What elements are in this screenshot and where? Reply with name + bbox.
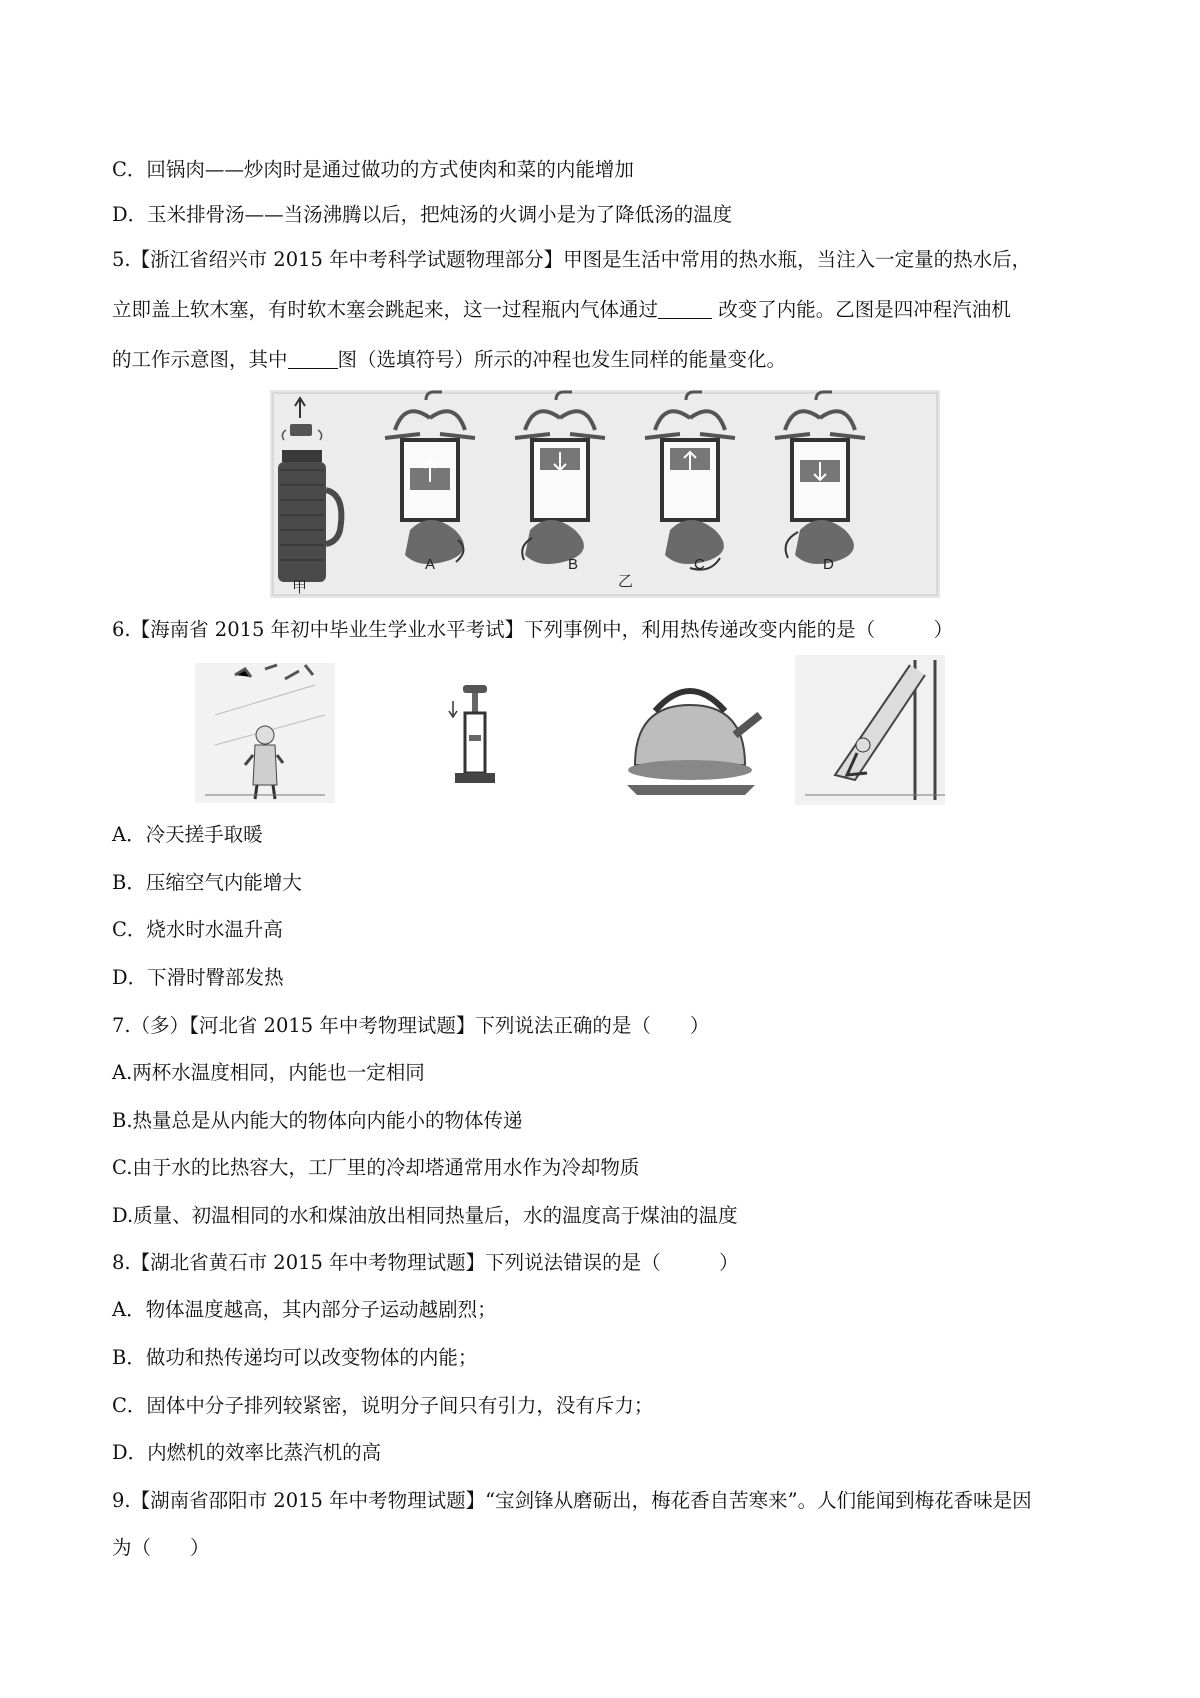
q6-option-a: A．冷天搓手取暖 [112, 823, 263, 846]
engine-label-c: C [694, 556, 705, 573]
q5-stem-line3-text-a: 的工作示意图，其中 [112, 348, 288, 371]
q7-option-c: C.由于水的比热容大，工厂里的冷却塔通常用水作为冷却物质 [112, 1156, 640, 1179]
q6-option-d: D．下滑时臀部发热 [112, 966, 284, 989]
q6-option-c: C．烧水时水温升高 [112, 918, 283, 941]
q8-option-d: D．内燃机的效率比蒸汽机的高 [112, 1441, 382, 1464]
slide-icon [795, 655, 945, 805]
q4-option-d: D．玉米排骨汤——当汤沸腾以后，把炖汤的火调小是为了降低汤的温度 [112, 203, 733, 226]
q5-stem-line1: 5.【浙江省绍兴市 2015 年中考科学试题物理部分】甲图是生活中常用的热水瓶，当注入一定量的热水后， [112, 248, 1032, 271]
q8-stem: 8.【湖北省黄石市 2015 年中考物理试题】下列说法错误的是（ ） [112, 1251, 739, 1274]
cold-hands-icon [195, 663, 335, 803]
q5-stem-line3-text-b: 图（选填符号）所示的冲程也发生同样的能量变化。 [337, 348, 787, 371]
engine-label-b: B [568, 556, 579, 573]
answer-blank [288, 348, 338, 369]
air-compression-icon [449, 685, 495, 783]
q8-option-a: A．物体温度越高，其内部分子运动越剧烈； [112, 1298, 497, 1321]
label-yi: 乙 [618, 573, 634, 590]
q7-option-b: B.热量总是从内能大的物体向内能小的物体传递 [112, 1109, 523, 1132]
q9-stem-line1: 9.【湖南省邵阳市 2015 年中考物理试题】“宝剑锋从磨砺出，梅花香自苦寒来”。人们能闻到梅花香味是因 [112, 1489, 1032, 1512]
q9-stem-line2: 为（ ） [112, 1536, 210, 1559]
q5-stem-line2 [112, 297, 1011, 323]
thermos-engine-illustration [270, 390, 940, 598]
q5-stem-line2-text-b: 改变了内能。乙图是四冲程汽油机 [718, 298, 1011, 321]
q6-illustrations [195, 655, 995, 805]
q6-pictures [195, 655, 995, 805]
q8-option-b: B．做功和热传递均可以改变物体的内能； [112, 1346, 478, 1369]
q7-stem: 7.（多）【河北省 2015 年中考物理试题】下列说法正确的是（ ） [112, 1014, 710, 1037]
answer-blank [658, 298, 712, 319]
q5-stem-line2-text-a: 立即盖上软木塞，有时软木塞会跳起来，这一过程瓶内气体通过 [112, 298, 659, 321]
q7-option-d: D.质量、初温相同的水和煤油放出相同热量后，水的温度高于煤油的温度 [112, 1204, 738, 1227]
q4-option-c: C．回锅肉——炒肉时是通过做功的方式使肉和菜的内能增加 [112, 158, 634, 181]
q6-option-b: B．压缩空气内能增大 [112, 871, 302, 894]
q7-option-a: A.两杯水温度相同，内能也一定相同 [112, 1061, 425, 1084]
q6-stem: 6.【海南省 2015 年初中毕业生学业水平考试】下列事例中，利用热传递改变内能的是（ ） [112, 618, 954, 641]
thermos-engine-figure [270, 390, 940, 598]
q8-option-c: C．固体中分子排列较紧密，说明分子间只有引力，没有斥力； [112, 1394, 654, 1417]
kettle-icon [627, 691, 760, 795]
engine-label-a: A [425, 556, 436, 573]
label-jia: 甲 [292, 579, 308, 596]
engine-label-d: D [823, 556, 834, 573]
q5-stem-line3 [112, 347, 786, 373]
